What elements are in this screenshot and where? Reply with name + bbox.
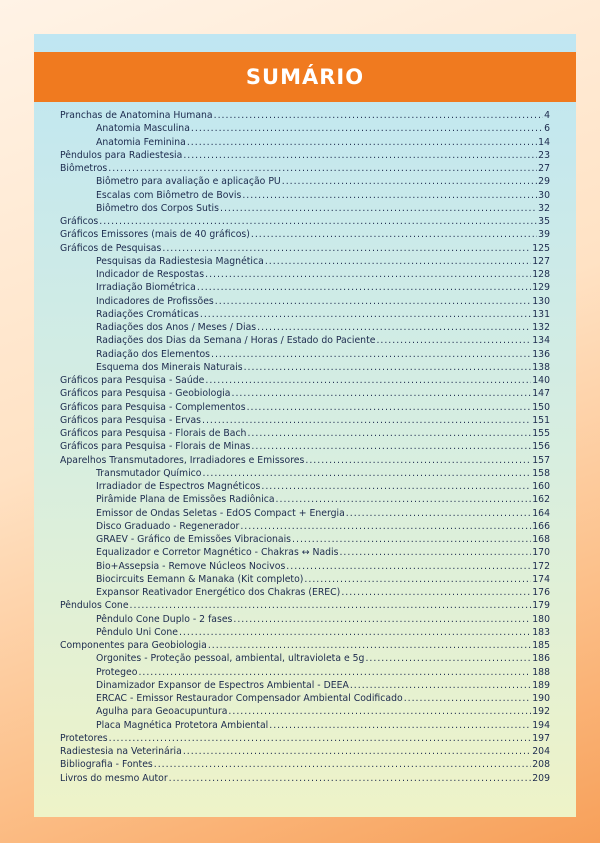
dot-leader — [286, 560, 531, 573]
dot-leader — [350, 679, 531, 692]
toc-entry-page: 14 — [538, 136, 550, 148]
toc-entry[interactable] — [60, 175, 550, 188]
toc-entry[interactable] — [60, 666, 550, 679]
dot-leader — [305, 454, 531, 467]
page-title: SUMÁRIO — [245, 65, 365, 89]
toc-entry-title: Protegeo — [96, 666, 138, 678]
dot-leader — [346, 507, 531, 520]
toc-entry-page: 23 — [538, 149, 550, 161]
toc-entry[interactable] — [60, 136, 550, 149]
dot-leader — [187, 136, 537, 149]
toc-entry-title: Placa Magnética Protetora Ambiental — [96, 719, 269, 731]
toc-entry-title: Gráficos para Pesquisa - Florais de Minas — [60, 441, 251, 453]
dot-leader — [138, 666, 531, 679]
toc-entry-page: 180 — [532, 613, 550, 625]
toc-entry-title: Bio+Assepsia - Remove Núcleos Nocivos — [96, 560, 286, 572]
toc-entry[interactable] — [60, 560, 550, 573]
toc-entry-page: 162 — [532, 494, 550, 506]
toc-entry-title: GRAEV - Gráfico de Emissões Vibracionais — [96, 534, 292, 545]
toc-entry[interactable] — [60, 520, 550, 533]
toc-entry[interactable] — [60, 334, 550, 347]
dot-leader — [276, 493, 532, 506]
toc-entry[interactable] — [60, 626, 550, 639]
dot-leader — [197, 281, 531, 294]
toc-entry-page: 140 — [532, 375, 550, 386]
toc-entry-title: ERCAC - Emissor Restaurador Compensador Ambiental Codificado — [96, 693, 403, 704]
toc-entry-page: 176 — [532, 587, 550, 598]
toc-entry-title: Gráficos de Pesquisas — [60, 242, 162, 254]
toc-entry[interactable] — [60, 772, 550, 785]
dot-leader — [269, 719, 531, 732]
dot-leader — [169, 772, 532, 785]
toc-entry[interactable] — [60, 599, 550, 612]
toc-entry-title: Pêndulo Uni Cone — [96, 626, 178, 638]
dot-leader — [265, 255, 531, 268]
toc-entry-page: 186 — [532, 653, 550, 665]
dot-leader — [205, 268, 531, 281]
toc-entry-title: Livros do mesmo Autor — [60, 772, 168, 784]
toc-entry-page: 170 — [532, 547, 550, 559]
toc-entry[interactable] — [60, 454, 550, 467]
dot-leader — [200, 308, 531, 321]
toc-entry-page: 136 — [532, 348, 550, 360]
toc-entry-title: Transmutador Químico — [96, 467, 202, 479]
toc-entry[interactable] — [60, 202, 550, 215]
dot-leader — [220, 202, 537, 215]
dot-leader — [202, 467, 531, 480]
toc-entry-page: 158 — [532, 467, 550, 479]
dot-leader — [211, 348, 531, 361]
toc-entry-page: 4 — [544, 110, 550, 121]
toc-entry-page: 192 — [532, 706, 550, 718]
toc-entry-title: Orgonites - Proteção pessoal, ambiental, ultravioleta e 5g — [96, 653, 365, 665]
toc-entry[interactable] — [60, 705, 550, 718]
toc-entry-title: Bibliografia - Fontes — [60, 759, 153, 771]
toc-entry-title: Disco Graduado - Regenerador — [96, 520, 240, 532]
dot-leader — [247, 401, 532, 414]
toc-entry-page: 151 — [532, 414, 550, 426]
toc-entry-title: Expansor Reativador Energético dos Chakras (EREC) — [96, 587, 341, 598]
toc-entry[interactable] — [60, 387, 550, 400]
toc-entry-title: Emissor de Ondas Seletas - EdOS Compact + Energia — [96, 507, 345, 519]
dot-leader — [251, 228, 537, 241]
toc-entry[interactable] — [60, 242, 550, 255]
toc-entry[interactable] — [60, 149, 550, 162]
toc-entry-page: 204 — [532, 746, 550, 757]
toc-entry-title: Protetores — [60, 732, 108, 744]
dot-leader — [339, 546, 531, 559]
toc-entry[interactable] — [60, 639, 550, 652]
toc-entry-title: Pêndulo Cone Duplo - 2 fases — [96, 613, 233, 625]
toc-entry[interactable] — [60, 652, 550, 665]
toc-entry-page: 197 — [532, 732, 550, 744]
dot-leader — [109, 732, 532, 745]
toc-entry-page: 166 — [532, 520, 550, 532]
dot-leader — [247, 427, 531, 440]
dot-leader — [242, 189, 537, 202]
toc-entry[interactable] — [60, 295, 550, 308]
toc-entry-title: Indicador de Respostas — [96, 269, 205, 280]
toc-entry-title: Componentes para Geobiologia — [60, 640, 207, 651]
toc-entry[interactable] — [60, 732, 550, 745]
toc-entry[interactable] — [60, 480, 550, 493]
toc-entry-title: Aparelhos Transmutadores, Irradiadores e Emissores — [60, 454, 305, 466]
toc-entry-title: Pesquisas da Radiestesia Magnética — [96, 255, 264, 267]
toc-entry[interactable] — [60, 228, 550, 241]
toc-entry-page: 209 — [532, 772, 550, 784]
toc-entry-title: Pranchas de Anatomina Humana — [60, 110, 213, 121]
toc-entry-title: Irradiação Biométrica — [96, 282, 196, 294]
toc-entry-title: Biocircuits Eemann & Manaka (Kit completo) — [96, 573, 304, 585]
toc-entry-title: Dinamizador Expansor de Espectros Ambiental - DEEA — [96, 679, 349, 691]
dot-leader — [261, 480, 531, 493]
toc-entry[interactable] — [60, 348, 550, 361]
dot-leader — [215, 295, 531, 308]
dot-leader — [244, 361, 532, 374]
toc-entry[interactable] — [60, 692, 550, 705]
toc-entry-page: 168 — [532, 534, 550, 545]
toc-entry[interactable] — [60, 533, 550, 546]
dot-leader — [240, 520, 531, 533]
toc-entry-page: 6 — [544, 123, 550, 135]
toc-entry-title: Radiações dos Anos / Meses / Dias — [96, 322, 257, 333]
toc-entry-page: 156 — [532, 441, 550, 453]
toc-entry-page: 189 — [532, 679, 550, 691]
dot-leader — [214, 109, 543, 122]
dot-leader — [404, 692, 532, 705]
toc-entry[interactable] — [60, 109, 550, 122]
toc-entry-page: 208 — [532, 759, 550, 771]
toc-entry-page: 131 — [532, 308, 550, 320]
toc-entry[interactable] — [60, 719, 550, 732]
toc-entry[interactable] — [60, 507, 550, 520]
dot-leader — [232, 387, 532, 400]
table-of-contents — [60, 109, 550, 785]
toc-entry-page: 125 — [532, 242, 550, 254]
toc-entry[interactable] — [60, 414, 550, 427]
toc-entry[interactable] — [60, 268, 550, 281]
toc-entry-title: Pirâmide Plana de Emissões Radiônica — [96, 494, 275, 506]
toc-entry-title: Gráficos para Pesquisa - Geobiologia — [60, 388, 231, 400]
toc-entry-title: Anatomia Masculina — [96, 123, 190, 135]
toc-entry[interactable] — [60, 573, 550, 586]
toc-entry-title: Gráficos — [60, 216, 99, 227]
toc-entry[interactable] — [60, 613, 550, 626]
dot-leader — [208, 639, 531, 652]
toc-entry-title: Gráficos para Pesquisa - Ervas — [60, 414, 202, 426]
toc-entry-title: Anatomia Feminina — [96, 136, 186, 148]
toc-entry-page: 138 — [532, 361, 550, 373]
toc-entry-title: Indicadores de Profissões — [96, 295, 214, 307]
dot-leader — [376, 334, 531, 347]
dot-leader — [233, 613, 531, 626]
toc-entry-page: 194 — [532, 719, 550, 731]
dot-leader — [162, 242, 531, 255]
toc-entry[interactable] — [60, 374, 550, 387]
toc-entry-page: 160 — [532, 481, 550, 492]
toc-entry[interactable] — [60, 189, 550, 202]
dot-leader — [304, 573, 531, 586]
toc-entry[interactable] — [60, 281, 550, 294]
toc-entry-title: Gráficos para Pesquisa - Florais de Bach — [60, 428, 247, 439]
toc-entry-page: 27 — [538, 163, 550, 174]
toc-entry-page: 155 — [532, 428, 550, 439]
dot-leader — [292, 533, 531, 546]
toc-entry[interactable] — [60, 215, 550, 228]
toc-entry-page: 164 — [532, 507, 550, 519]
toc-entry-page: 188 — [532, 666, 550, 678]
toc-entry-title: Gráficos para Pesquisa - Complementos — [60, 401, 246, 413]
toc-entry-page: 174 — [532, 573, 550, 585]
dot-leader — [257, 321, 531, 334]
toc-entry[interactable] — [60, 122, 550, 135]
toc-entry-title: Biômetro dos Corpos Sutis — [96, 202, 219, 214]
toc-entry-page: 30 — [538, 189, 550, 201]
toc-entry-title: Radiações Cromáticas — [96, 308, 199, 320]
dot-leader — [108, 162, 537, 175]
toc-entry-page: 157 — [532, 454, 550, 466]
toc-entry-page: 29 — [538, 176, 550, 188]
toc-entry[interactable] — [60, 586, 550, 599]
toc-entry[interactable] — [60, 401, 550, 414]
toc-entry-page: 185 — [532, 640, 550, 651]
toc-entry-title: Gráficos para Pesquisa - Saúde — [60, 375, 205, 386]
toc-entry-title: Esquema dos Minerais Naturais — [96, 361, 243, 373]
toc-entry-title: Biômetro para avaliação e aplicação PU — [96, 176, 281, 188]
toc-entry-page: 39 — [538, 229, 550, 241]
dot-leader — [130, 599, 532, 612]
toc-entry-page: 150 — [532, 401, 550, 413]
toc-entry[interactable] — [60, 255, 550, 268]
toc-entry-title: Radiestesia na Veterinária — [60, 746, 182, 757]
dot-leader — [365, 652, 531, 665]
toc-entry[interactable] — [60, 361, 550, 374]
toc-entry-page: 134 — [532, 335, 550, 347]
toc-entry-page: 172 — [532, 560, 550, 572]
toc-entry-page: 179 — [532, 600, 550, 612]
toc-entry-title: Pêndulos Cone — [60, 600, 129, 612]
toc-entry-page: 128 — [532, 269, 550, 280]
toc-entry[interactable] — [60, 758, 550, 771]
toc-entry[interactable] — [60, 440, 550, 453]
dot-leader — [99, 215, 537, 228]
toc-entry-page: 32 — [538, 202, 550, 214]
toc-entry-page: 147 — [532, 388, 550, 400]
toc-entry[interactable] — [60, 162, 550, 175]
dot-leader — [341, 586, 531, 599]
dot-leader — [282, 175, 537, 188]
toc-entry-page: 129 — [532, 282, 550, 294]
dot-leader — [205, 374, 531, 387]
dot-leader — [228, 705, 531, 718]
dot-leader — [183, 745, 531, 758]
toc-entry-page: 127 — [532, 255, 550, 267]
toc-entry-title: Radiações dos Dias da Semana / Horas / Estado do Paciente — [96, 335, 376, 347]
dot-leader — [179, 626, 531, 639]
toc-entry[interactable] — [60, 467, 550, 480]
toc-entry-title: Radiação dos Elementos — [96, 348, 210, 360]
title-banner — [34, 52, 576, 102]
toc-entry-title: Agulha para Geoacupuntura — [96, 706, 228, 718]
dot-leader — [202, 414, 531, 427]
toc-entry-page: 35 — [538, 216, 550, 227]
toc-entry-title: Pêndulos para Radiestesia — [60, 149, 183, 161]
toc-entry-title: Equalizador e Corretor Magnético - Chakras ↔ Nadis — [96, 547, 339, 559]
toc-entry-title: Biômetros — [60, 163, 108, 174]
toc-entry-page: 130 — [532, 295, 550, 307]
dot-leader — [183, 149, 537, 162]
dot-leader — [191, 122, 543, 135]
toc-entry-title: Escalas com Biômetro de Bovis — [96, 189, 242, 201]
toc-entry-title: Gráficos Emissores (mais de 40 gráficos) — [60, 229, 250, 241]
toc-entry-page: 132 — [532, 322, 550, 333]
toc-entry-page: 183 — [532, 626, 550, 638]
dot-leader — [251, 440, 531, 453]
toc-entry-title: Irradiador de Espectros Magnéticos — [96, 481, 261, 492]
toc-entry[interactable] — [60, 321, 550, 334]
dot-leader — [154, 758, 531, 771]
toc-entry[interactable] — [60, 493, 550, 506]
toc-entry-page: 190 — [532, 693, 550, 704]
toc-entry[interactable] — [60, 546, 550, 559]
toc-entry[interactable] — [60, 679, 550, 692]
toc-entry[interactable] — [60, 308, 550, 321]
toc-entry[interactable] — [60, 427, 550, 440]
toc-panel — [34, 34, 576, 817]
toc-entry[interactable] — [60, 745, 550, 758]
